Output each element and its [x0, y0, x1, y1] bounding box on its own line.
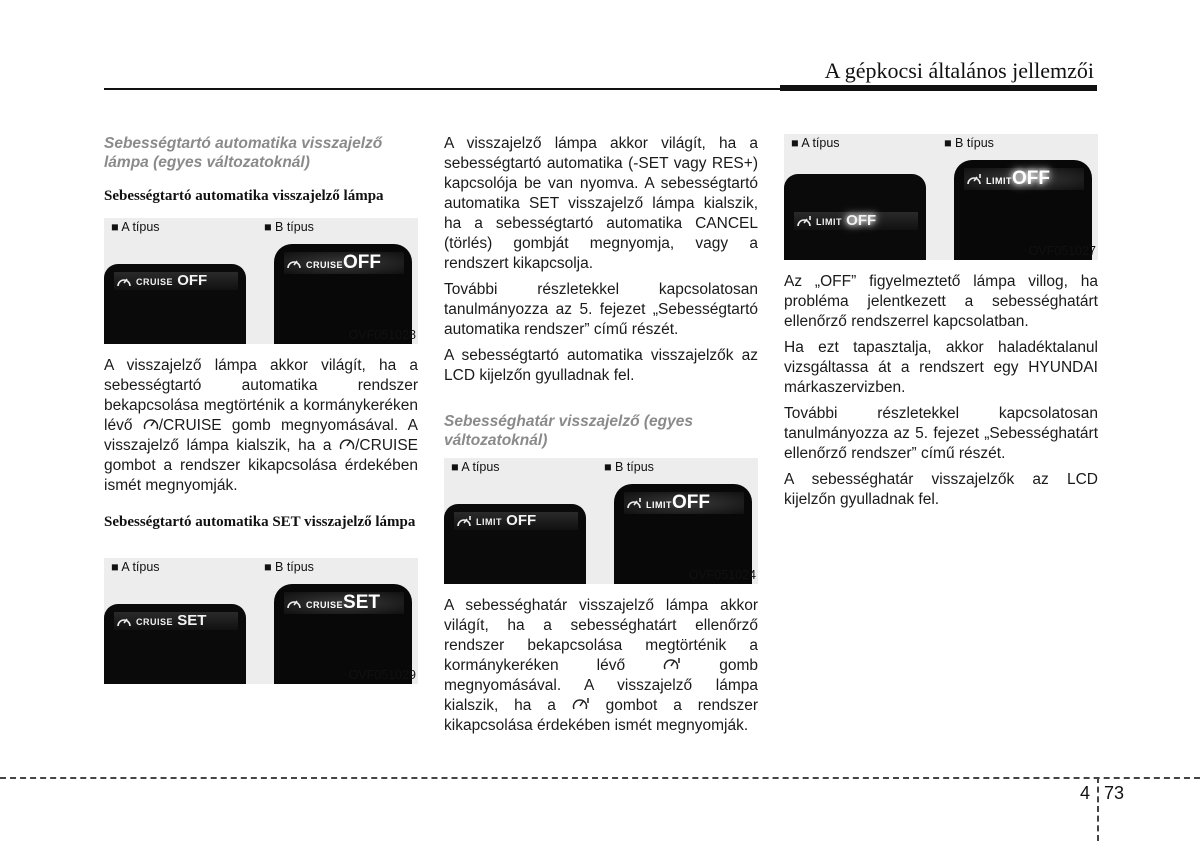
subheading-cruise-indicator: Sebességtartó automatika visszajelző lámpa: [104, 188, 384, 204]
figure-label-type-b: ■ B típus: [264, 220, 314, 234]
subheading-cruise-set: Sebességtartó automatika SET visszajelző lámpa: [104, 514, 416, 530]
figure-code: OVF051028: [348, 328, 416, 342]
cruise-icon: [143, 416, 159, 432]
paragraph-limit-on: A sebességhatár visszajelző lámpa akkor világít, ha a sebességhatárt ellenőrző rendszer bekapcsolása megtörténik a kormánykeréken lévő gomb megnyomásával. A visszajelző lámpa kialszik, ha a gombot a rendszer kikapcsolása érdekében ismét megnyomják.: [444, 597, 758, 734]
paragraph-cruise-lcd: A sebességtartó automatika visszajelzők az LCD kijelzőn gyulladnak fel.: [444, 347, 758, 384]
lcd-panel-type-a: [784, 174, 926, 260]
figure-label-type-b: ■ B típus: [944, 136, 994, 150]
paragraph-cruise-on: A visszajelző lámpa akkor világít, ha a sebességtartó automatika rendszer bekapcsolása megtörténik a kormánykeréken lévő /CRUISE gomb megnyomásával. A visszajelző lámpa kialszik, ha a /CRUISE gombot a rendszer kikapcsolása érdekében ismét megnyomják.: [104, 357, 418, 494]
section-heading-cruise: Sebességtartó automatika visszajelző lámpa (egyes változatoknál): [104, 135, 383, 171]
page-header-title: A gépkocsi általános jellemzői: [824, 58, 1094, 83]
figure-label-type-a: ■ A típus: [111, 220, 160, 234]
paragraph-off-blinking: Az „OFF” figyelmeztető lámpa villog, ha probléma jelentkezett a sebességhatárt ellenőrző rendszerrel kapcsolatban.: [784, 273, 1098, 330]
cruise-icon: [286, 596, 302, 610]
figure-limit-off: [444, 458, 758, 584]
chapter-number: 4: [1080, 783, 1091, 803]
figure-label-type-b: ■ B típus: [264, 560, 314, 574]
lcd-display: CRUISESET: [284, 592, 404, 614]
lcd-display: CRUISEOFF: [284, 252, 404, 274]
lcd-display: LIMIT OFF: [794, 212, 918, 230]
cruise-icon: [286, 256, 302, 270]
lcd-display: CRUISE SET: [114, 612, 238, 630]
figure-limit-off-blinking: [784, 134, 1098, 260]
figure-label-type-a: ■ A típus: [111, 560, 160, 574]
speed-limiter-icon: [456, 514, 472, 528]
footer-dashed-rule: [0, 777, 1200, 779]
cruise-icon: [116, 274, 132, 288]
speed-limiter-icon: [626, 496, 642, 510]
column-left: [104, 134, 418, 696]
lcd-display: LIMITOFF: [964, 168, 1084, 190]
lcd-panel-type-a: [104, 604, 246, 684]
paragraph-set-indicator: A visszajelző lámpa akkor világít, ha a sebességtartó automatika (-SET vagy RES+) kapcsolója be van nyomva. A sebességtartó automatika SET visszajelző lámpa kialszik, ha a sebességtartó automatika CANCEL (törlés) gombját megnyomja, vagy a rendszert kikapcsolja.: [444, 135, 758, 272]
lcd-panel-type-a: [444, 504, 586, 584]
header-rule-accent: [780, 85, 1097, 91]
figure-label-type-a: ■ A típus: [451, 460, 500, 474]
figure-cruise-off: [104, 218, 418, 344]
section-heading-speed-limit: Sebességhatár visszajelző (egyes változatoknál): [444, 413, 693, 449]
lcd-display: CRUISE OFF: [114, 272, 238, 290]
figure-cruise-set: [104, 558, 418, 684]
column-middle: [444, 134, 758, 742]
paragraph-limit-lcd: A sebességhatár visszajelzők az LCD kijelzőn gyulladnak fel.: [784, 471, 1098, 508]
figure-code: OVF051024: [688, 568, 756, 582]
footer-dashed-divider: [1097, 777, 1099, 841]
paragraph-service-advice: Ha ezt tapasztalja, akkor haladéktalanul vizsgáltassa át a rendszert egy HYUNDAI márkaszervizben.: [784, 339, 1098, 396]
speed-limiter-icon: [796, 214, 812, 228]
figure-code: OVF051029: [348, 668, 416, 682]
figure-label-type-b: ■ B típus: [604, 460, 654, 474]
cruise-icon: [116, 614, 132, 628]
figure-code: OVF051027: [1028, 244, 1096, 258]
lcd-display: LIMITOFF: [624, 492, 744, 514]
speed-limiter-icon: [572, 696, 590, 712]
figure-label-type-a: ■ A típus: [791, 136, 840, 150]
lcd-panel-type-a: [104, 264, 246, 344]
speed-limiter-icon: [663, 656, 681, 672]
page-number: 73: [1104, 783, 1125, 803]
column-right: [784, 134, 1098, 516]
speed-limiter-icon: [966, 172, 982, 186]
cruise-icon: [339, 436, 355, 452]
lcd-display: LIMIT OFF: [454, 512, 578, 530]
paragraph-limit-reference: További részletekkel kapcsolatosan tanulmányozza az 5. fejezet „Sebességhatárt ellenőrző rendszer” című részét.: [784, 405, 1098, 462]
paragraph-cruise-reference: További részletekkel kapcsolatosan tanulmányozza az 5. fejezet „Sebességtartó automatika rendszer” című részét.: [444, 281, 758, 338]
